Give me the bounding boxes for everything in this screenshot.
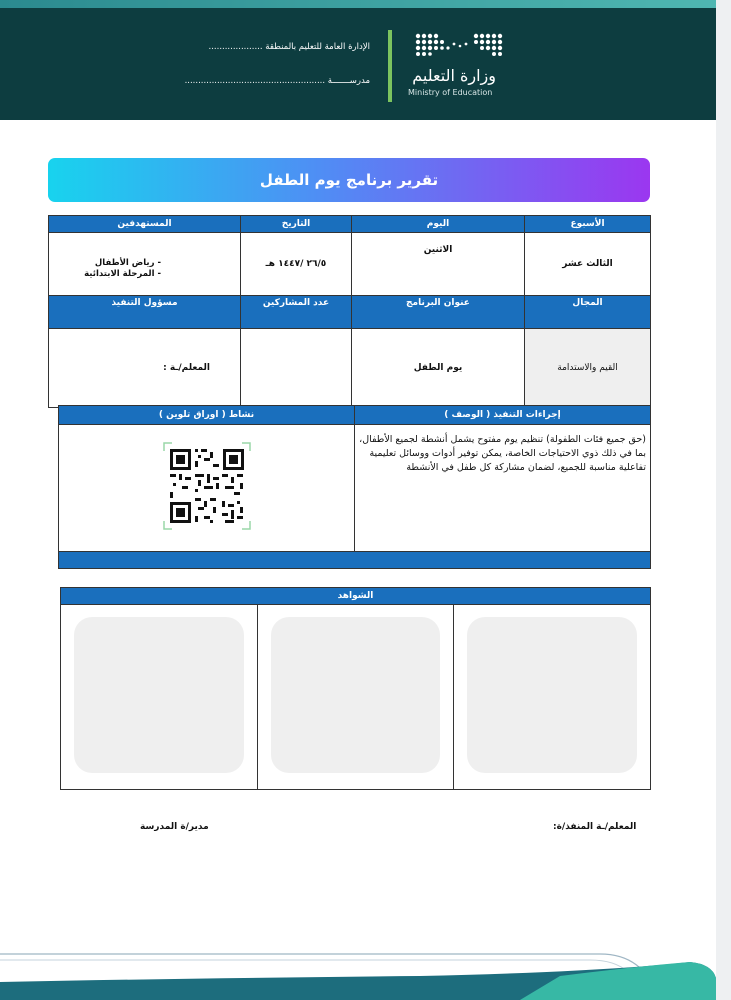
top-accent-strip xyxy=(0,0,716,8)
program-info-table xyxy=(48,215,651,408)
report-title: تقرير برنامج يوم الطفل xyxy=(48,158,650,202)
ministry-logo-icon xyxy=(410,30,520,62)
program-title-value: يوم الطفل xyxy=(352,329,525,408)
ministry-name-english: Ministry of Education xyxy=(408,88,493,97)
activity-cell xyxy=(59,425,355,552)
header-procedures: إجراءات التنفيذ ( الوصف ) xyxy=(355,406,651,425)
image-placeholder[interactable] xyxy=(467,617,637,773)
header-beneficiaries: المستهدفين xyxy=(49,216,241,233)
header-week: الأسبوع xyxy=(525,216,651,233)
principal-signature-label: مدير/ة المدرسة xyxy=(140,822,209,832)
evidence-slot-3[interactable] xyxy=(61,605,258,790)
header-program-title: عنوان البرنامج xyxy=(352,296,525,329)
evidence-header: الشواهد xyxy=(61,588,651,605)
header-participants: عدد المشاركين xyxy=(241,296,352,329)
header-responsible: مسؤول التنفيذ xyxy=(49,296,241,329)
evidence-slot-2[interactable] xyxy=(257,605,454,790)
image-placeholder[interactable] xyxy=(74,617,244,773)
execution-footer-bar xyxy=(59,552,651,569)
header-field: المجال xyxy=(525,296,651,329)
day-value: الاثنين xyxy=(352,233,525,296)
header-banner xyxy=(0,8,716,120)
directorate-line: الإدارة العامة للتعليم بالمنطقة .................... xyxy=(208,42,370,52)
beneficiaries-cell xyxy=(49,233,241,296)
right-scroll-gutter xyxy=(716,0,731,1000)
qr-code-icon[interactable] xyxy=(162,441,252,531)
field-value: القيم والاستدامة xyxy=(525,329,651,408)
ministry-name-arabic: وزارة التعليم xyxy=(412,66,496,85)
evidence-slot-1[interactable] xyxy=(454,605,651,790)
execution-table xyxy=(58,405,651,569)
beneficiary-item: - المرحلة الابتدائية xyxy=(84,269,161,279)
date-value: ٢٦/٥ /١٤٤٧ هـ xyxy=(241,233,352,296)
image-placeholder[interactable] xyxy=(271,617,441,773)
evidence-table xyxy=(60,587,651,790)
header-day: اليوم xyxy=(352,216,525,233)
header-divider xyxy=(388,30,392,102)
week-value: الثالث عشر xyxy=(525,233,651,296)
beneficiary-item: - رياض الأطفال xyxy=(94,258,161,268)
school-line: مدرســـــــة .................................................... xyxy=(184,76,370,86)
procedure-description: (حق جميع فئات الطفولة) تنظيم يوم مفتوح يشمل أنشطة لجميع الأطفال، بما في ذلك ذوي الاحتياجات الخاصة، يمكن توفير أدوات ووسائل تعليمية تفاعلية مناسبة للجميع، لضمان مشاركة كل طفل في الأنشطة xyxy=(355,425,651,552)
header-date: التاريخ xyxy=(241,216,352,233)
responsible-value: المعلم/ـة : xyxy=(49,329,241,408)
participants-value xyxy=(241,329,352,408)
teacher-signature-label: المعلم/ـة المنفذ/ة: xyxy=(553,822,637,832)
footer-wave-decoration xyxy=(0,938,716,1000)
header-activity: نشاط ( اوراق تلوين ) xyxy=(59,406,355,425)
